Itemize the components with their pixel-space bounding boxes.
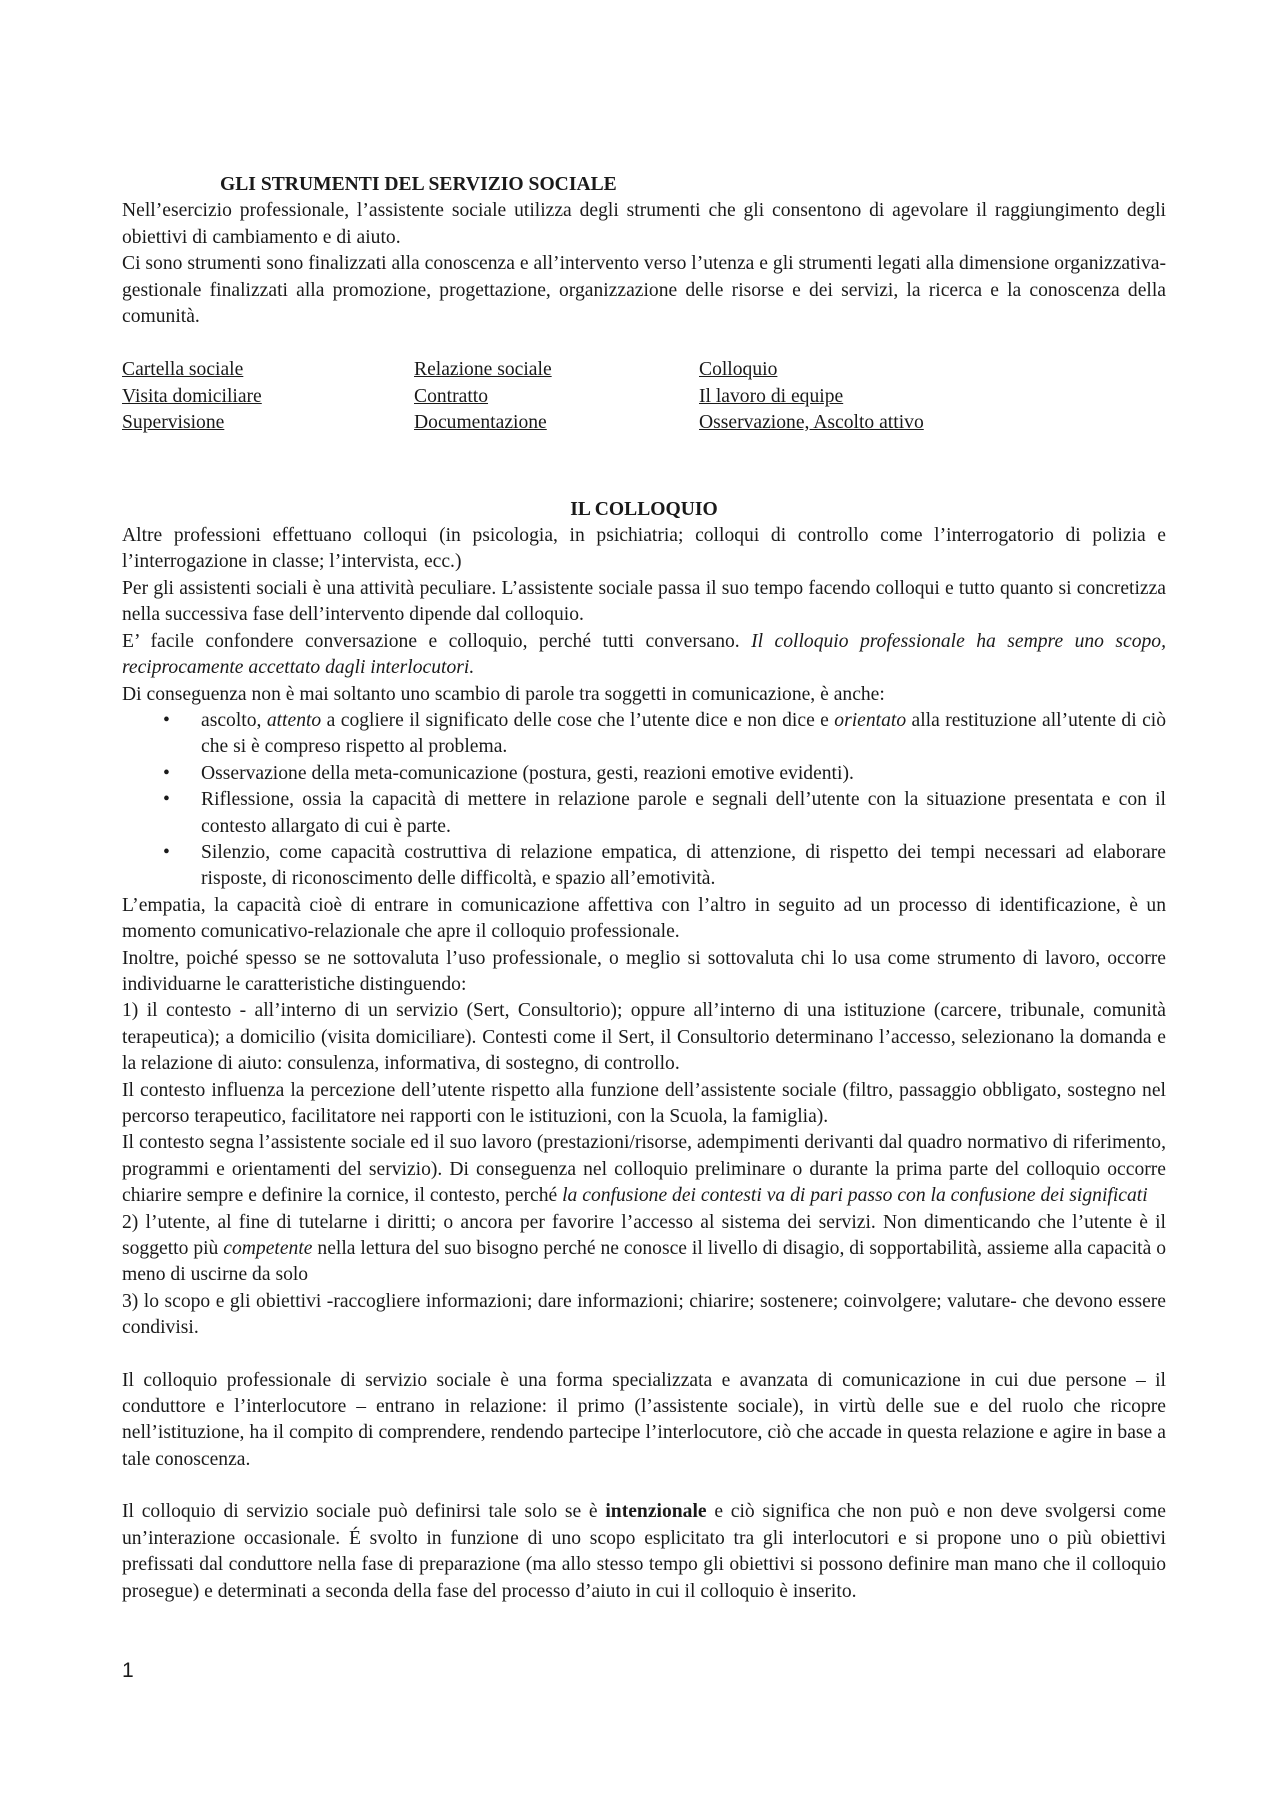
tool-link[interactable]: Osservazione, Ascolto attivo (699, 412, 924, 434)
paragraph: Di conseguenza non è mai soltanto uno scambio di parole tra soggetti in comunicazione, è anche: (122, 683, 885, 705)
text-run: Il contesto segna l’assistente sociale ed il suo lavoro (prestazioni/risorse, adempimenti derivanti dal quadro normativo di riferimento, programmi e orientamenti del servizio). Di conseguenza nel colloquio preliminare o durante la prima parte del colloquio occorre chiarire sempre e definire la cornice, il contesto, perché (122, 1132, 1166, 1207)
paragraph: Il contesto influenza la percezione dell’utente rispetto alla funzione dell’assistente sociale (filtro, passaggio obbligato, sostegno nel percorso terapeutico, facilitatore nei rapporti con le istituzioni, con la Scuola, la famiglia). (122, 1079, 1166, 1127)
italic-text: competente (223, 1238, 313, 1260)
section-title: IL COLLOQUIO (570, 498, 718, 520)
italic-text: orientato (834, 709, 907, 731)
paragraph (122, 629, 1166, 682)
text-run: Il colloquio di servizio sociale può definirsi tale solo se è (122, 1501, 606, 1523)
paragraph (122, 1130, 1166, 1209)
italic-text: Il colloquio professionale ha sempre uno scopo, reciprocamente accettato dagli interlocutori. (122, 630, 1167, 679)
tools-list (122, 357, 1166, 436)
text-run: ascolto, (201, 709, 267, 731)
paragraph: L’empatia, la capacità cioè di entrare in comunicazione affettiva con l’altro in seguito ad un processo di identificazione, è un momento comunicativo-relazionale che apre il colloquio professionale. (122, 894, 1166, 943)
tool-link[interactable]: Relazione sociale (414, 359, 552, 381)
page-content (122, 172, 1166, 1605)
tool-link[interactable]: Il lavoro di equipe (699, 385, 844, 407)
list-item: • Silenzio, come capacità costruttiva di relazione empatica, di attenzione, di rispetto dei tempi necessari ad elaborare risposte, di riconoscimento delle difficoltà, e spazio all’emotività. (122, 840, 1166, 893)
paragraph (122, 1499, 1166, 1605)
text-run: alla restituzione all’utente di ciò che si è compreso rispetto al problema. (201, 709, 1167, 758)
bold-text: intenzionale (605, 1501, 707, 1523)
text-run: E’ facile confondere conversazione e colloquio, perché tutti conversano. (122, 630, 752, 652)
spacer (122, 1342, 1166, 1368)
text-run: 2) l’utente, al fine di tutelarne i diritti; o ancora per favorire l’accesso al sistema dei servizi. Non dimenticando che l’utente è il soggetto più (122, 1211, 1166, 1260)
tool-link[interactable]: Supervisione (122, 412, 225, 434)
tool-link[interactable]: Documentazione (414, 412, 547, 434)
paragraph: Per gli assistenti sociali è una attività peculiare. L’assistente sociale passa il suo tempo facendo colloqui e tutto quanto si concretizza nella successiva fase dell’intervento dipende dal colloquio. (122, 577, 1166, 626)
paragraph: Il colloquio professionale di servizio sociale è una forma specializzata e avanzata di comunicazione in cui due persone – il conduttore e l’interlocutore – entrano in relazione: il primo (l’assistente sociale), in virtù delle sue e del ruolo che ricopre nell’istituzione, ha il compito di comprendere, rendendo partecipe l’interlocutore, ciò che accade in questa relazione e agire in base a tale conoscenza. (122, 1369, 1166, 1470)
italic-text: attento (266, 709, 322, 731)
list-item: • Osservazione della meta-comunicazione (postura, gesti, reazioni emotive evidenti). (122, 761, 1166, 787)
list-item: • Riflessione, ossia la capacità di mettere in relazione parole e segnali dell’utente con la situazione presentata e con il contesto allargato di cui è parte. (122, 787, 1166, 840)
page-number: 1 (122, 1659, 134, 1682)
tool-link[interactable]: Visita domiciliare (122, 385, 262, 407)
bullet-list (122, 708, 1166, 893)
text-run: a cogliere il significato delle cose che l’utente dice e non dice e (321, 709, 835, 731)
paragraph: 3) lo scopo e gli obiettivi -raccogliere informazioni; dare informazioni; chiarire; sostenere; coinvolgere; valutare- che devono essere condivisi. (122, 1290, 1166, 1339)
text-run: nella lettura del suo bisogno perché ne conosce il livello di disagio, di sopportabilità, assieme alla capacità o meno di uscirne da solo (122, 1238, 1166, 1286)
tool-link[interactable]: Contratto (414, 385, 489, 407)
spacer (122, 437, 1166, 497)
paragraph: Inoltre, poiché spesso se ne sottovaluta l’uso professionale, o meglio si sottovaluta chi lo usa come strumento di lavoro, occorre individuarne le caratteristiche distinguendo: (122, 947, 1166, 995)
italic-text: la confusione dei contesti va di pari passo con la confusione dei significati (562, 1185, 1148, 1207)
spacer (122, 1473, 1166, 1499)
paragraph: 1) il contesto - all’interno di un servizio (Sert, Consultorio); oppure all’interno di una istituzione (carcere, tribunale, comunità terapeutica); a domicilio (visita domiciliare). Contesti come il Sert, il Consultorio determinano l’accesso, selezionano la domanda e la relazione di aiuto: consulenza, informativa, di sostegno, di controllo. (122, 1000, 1166, 1075)
intro-paragraph-1: Nell’esercizio professionale, l’assistente sociale utilizza degli strumenti che gli consentono di agevolare il raggiungimento degli obiettivi di cambiamento e di aiuto. (122, 200, 1166, 248)
paragraph: Altre professioni effettuano colloqui (in psicologia, in psichiatria; colloqui di controllo come l’interrogatorio di polizia e l’interrogazione in classe; l’intervista, ecc.) (122, 525, 1166, 573)
document-title: GLI STRUMENTI DEL SERVIZIO SOCIALE (220, 174, 617, 195)
intro-paragraph-2: Ci sono strumenti sono finalizzati alla conoscenza e all’intervento verso l’utenza e gli strumenti legati alla dimensione organizzativa-gestionale finalizzati alla promozione, progettazione, organizzazione delle risorse e dei servizi, la ricerca e la conoscenza della comunità. (122, 253, 1166, 328)
tool-link[interactable]: Colloquio (699, 359, 778, 381)
paragraph (122, 1210, 1166, 1289)
list-item (122, 708, 1166, 761)
tool-link[interactable]: Cartella sociale (122, 359, 244, 381)
text-run: e ciò significa che non può e non deve svolgersi come un’interazione occasionale. É svolto in funzione di uno scopo esplicitato tra gli interlocutori e si propone uno o più obiettivi prefissati dal conduttore nella fase di preparazione (ma allo stesso tempo gli obiettivi si possono definire man mano che il colloquio prosegue) e determinati a seconda della fase del processo d’aiuto in cui il colloquio è inserito. (122, 1501, 1166, 1602)
